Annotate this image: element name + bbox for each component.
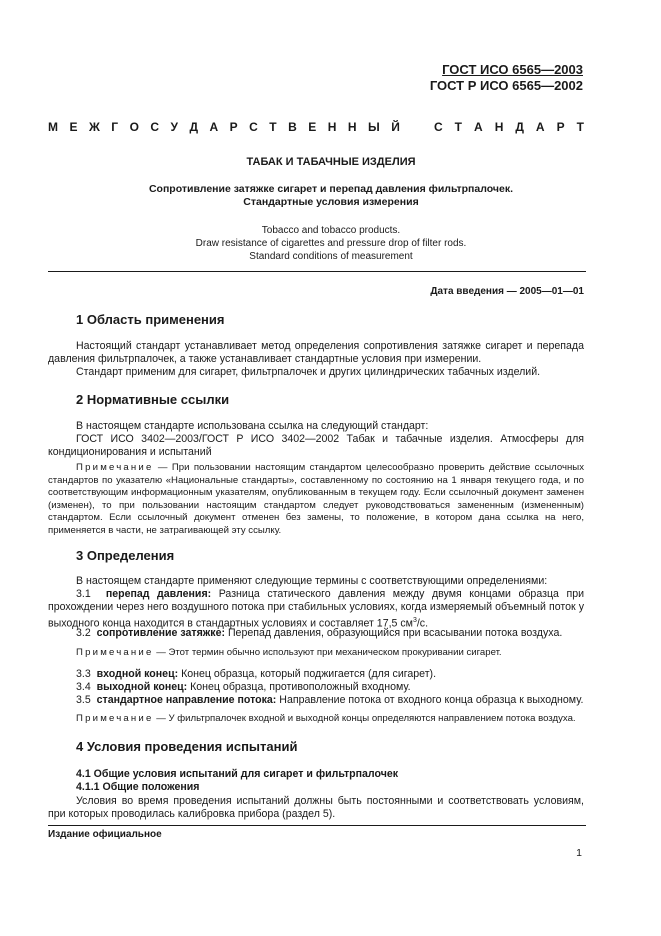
definition-number: 3.3 [76, 668, 91, 680]
banner-letter: Г [111, 120, 119, 134]
banner-letter: Д [515, 120, 524, 134]
unit-superscript: 3 [412, 617, 417, 624]
definition-number: 3.1 [76, 588, 91, 600]
banner-word-mezhgos [48, 120, 400, 134]
note-text: — При пользовании настоящим стандартом целесообразно проверить действие ссылочных стандартов по указателю «Национальные стандарты», составленному по состоянию на 1 января текущего года, и по соответствующим информационным указателям, опубликованным в текущем году. Если ссылочный документ заменен (изменен), то при пользовании настоящим стандартом следует руководствоваться замененным (измененным) стандартом. Если ссылочный документ отменен без замены, то положение, в котором дана ссылка на него, применяется в части, не затрагивающей эту ссылку. [48, 462, 584, 536]
english-title [48, 224, 614, 263]
section-3-intro: В настоящем стандарте применяют следующие термины с соответствующими определениями: [76, 575, 548, 587]
section-2-reference: ГОСТ ИСО 3402—2003/ГОСТ Р ИСО 3402—2002 Табак и табачные изделия. Атмосферы для кондиционирования и испытаний [48, 433, 584, 458]
section-2-para-1: В настоящем стандарте использована ссылка на следующий стандарт: [76, 420, 429, 432]
section-3-note-1 [48, 647, 584, 660]
section-3-note-2 [48, 713, 584, 726]
banner-letter: А [474, 120, 483, 134]
banner-letter: Д [189, 120, 199, 134]
section-4-para-1: Условия во время проведения испытаний должны быть постоянными и соответствовать условиям, при которых проводилась калибровка прибора (раздел 5). [48, 795, 584, 820]
banner-letter: Е [69, 120, 78, 134]
definition-3-4 [48, 681, 584, 694]
note-text: — Этот термин обычно используют при механическом прокуривании сигарет. [153, 647, 502, 658]
section-1-para-1: Настоящий стандарт устанавливает метод определения сопротивления затяжке сигарет и перепада давления фильтрпалочек, а также устанавливает стандартные условия при измерении. [48, 340, 584, 365]
note-label: Примечание [76, 647, 154, 658]
banner-letter: О [129, 120, 139, 134]
banner-letter: С [249, 120, 258, 134]
definition-term: перепад давления: [105, 588, 212, 600]
definition-3-3 [48, 668, 584, 681]
definition-text-end: /с. [416, 617, 429, 630]
section-1-para-2: Стандарт применим для сигарет, фильтрпалочек и других цилиндрических табачных изделий. [76, 366, 541, 378]
definition-text: Конец образца, противоположный входному. [187, 681, 411, 693]
document-title: ТАБАК И ТАБАЧНЫЕ ИЗДЕЛИЯ [246, 156, 416, 168]
section-2-heading: 2 Нормативные ссылки [76, 392, 230, 407]
definition-number: 3.4 [76, 681, 91, 693]
banner-letter: В [288, 120, 297, 134]
banner-letter: Т [269, 120, 277, 134]
definition-term: выходной конец: [96, 681, 188, 693]
definition-text: Перепад давления, образующийся при всасывании потока воздуха. [225, 627, 563, 639]
banner-letter: М [48, 120, 58, 134]
definition-number: 3.5 [76, 694, 91, 706]
banner-letter: Т [576, 120, 584, 134]
banner-word-standart [434, 120, 584, 134]
subsection-4-1-1-heading: 4.1.1 Общие положения [76, 781, 200, 793]
note-label: Примечание [76, 462, 154, 473]
subsection-4-1-heading: 4.1 Общие условия испытаний для сигарет и фильтрпалочек [76, 768, 399, 780]
section-1-heading: 1 Область применения [76, 312, 225, 327]
definition-term: входной конец: [96, 668, 179, 680]
standard-type-banner [48, 120, 584, 134]
banner-letter: Й [391, 120, 400, 134]
banner-letter: Е [308, 120, 317, 134]
banner-letter: Н [327, 120, 337, 134]
definition-3-1 [48, 588, 584, 631]
banner-letter: Ж [88, 120, 100, 134]
document-subtitle [48, 183, 614, 209]
english-title-line-2: Draw resistance of cigarettes and pressure drop of filter rods. [195, 238, 467, 249]
title-divider [48, 271, 586, 272]
official-edition-label: Издание официальное [48, 829, 162, 840]
definition-text: Конец образца, который поджигается (для сигарет). [178, 668, 437, 680]
banner-letter: Т [454, 120, 463, 134]
standard-code-2: ГОСТ Р ИСО 6565—2002 [429, 78, 583, 93]
section-2-note [48, 462, 584, 537]
banner-letter: Н [494, 120, 504, 134]
banner-letter: Р [556, 120, 565, 134]
definition-text: Направление потока от входного конца образца к выходному. [276, 694, 584, 706]
standard-code-1: ГОСТ ИСО 6565—2003 [442, 62, 583, 77]
banner-letter: С [150, 120, 160, 134]
banner-letter: У [170, 120, 178, 134]
banner-letter: А [535, 120, 545, 134]
introduction-date: Дата введения — 2005—01—01 [430, 286, 584, 297]
english-title-line-3: Standard conditions of measurement [249, 251, 413, 262]
section-4-heading: 4 Условия проведения испытаний [76, 739, 298, 754]
banner-letter: С [434, 120, 443, 134]
definition-term: стандартное направление потока: [96, 694, 277, 706]
page-number: 1 [576, 847, 582, 859]
note-label: Примечание [76, 713, 154, 724]
banner-letter: Ы [367, 120, 380, 134]
subtitle-line-1: Сопротивление затяжке сигарет и перепад давления фильтрпалочек. [148, 183, 514, 195]
banner-letter: Н [347, 120, 357, 134]
banner-letter: А [209, 120, 219, 134]
english-title-line-1: Tobacco and tobacco products. [261, 225, 401, 236]
definition-3-2 [48, 627, 584, 640]
section-3-heading: 3 Определения [76, 548, 175, 563]
definition-3-5 [48, 694, 584, 707]
definition-text: Разница статического давления между двумя концами образца при прохождении через него воздушного потока при стабильных условиях, когда измеряемый объемный поток у выходного конца находится в стандартных условиях и составляет 17,5 см [48, 588, 585, 630]
footer-divider [48, 825, 586, 826]
note-text: — У фильтрпалочек входной и выходной концы определяются направлением потока воздуха. [153, 713, 576, 724]
subtitle-line-2: Стандартные условия измерения [243, 196, 419, 208]
banner-letter: Р [229, 120, 238, 134]
definition-number: 3.2 [76, 627, 91, 639]
definition-term: сопротивление затяжке: [96, 627, 225, 639]
